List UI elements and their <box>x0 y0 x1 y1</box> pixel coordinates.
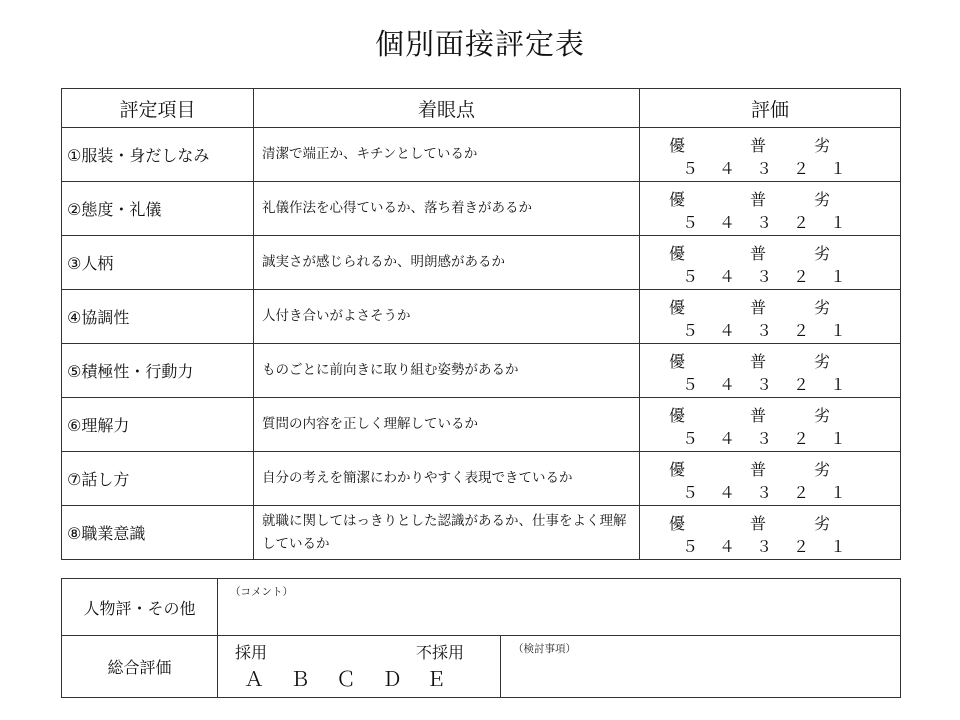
table-header-row <box>62 89 901 128</box>
rating-option[interactable]: １ <box>830 159 847 178</box>
rating-label-poor: 劣 <box>814 190 831 209</box>
grade-e[interactable]: Ｅ <box>426 667 446 691</box>
rating-option[interactable]: ４ <box>719 321 736 340</box>
rating-label-good: 優 <box>669 406 686 425</box>
rating-option[interactable]: ４ <box>719 429 736 448</box>
rating-option[interactable]: ５ <box>682 159 699 178</box>
rating-option[interactable]: ５ <box>682 375 699 394</box>
rating-option[interactable]: １ <box>830 267 847 286</box>
evaluation-point: ものごとに前向きに取り組む姿勢があるか <box>254 344 640 398</box>
evaluation-item: ⑤積極性・行動力 <box>62 344 254 398</box>
comment-hint: （コメント） <box>230 586 293 598</box>
rating-option[interactable]: ５ <box>682 267 699 286</box>
rating-option[interactable]: ２ <box>793 159 810 178</box>
rating-option[interactable]: ４ <box>719 375 736 394</box>
review-notes-field[interactable] <box>501 636 901 698</box>
rating-scale[interactable] <box>640 290 901 344</box>
rating-option[interactable]: ５ <box>682 213 699 232</box>
rating-scale[interactable] <box>640 398 901 452</box>
rating-option[interactable]: ３ <box>756 213 773 232</box>
rating-label-normal: 普 <box>750 460 767 479</box>
rating-label-poor: 劣 <box>814 460 831 479</box>
rating-label-poor: 劣 <box>814 136 831 155</box>
review-hint: （検討事項） <box>513 643 576 655</box>
header-item: 評定項目 <box>62 89 254 128</box>
table-row <box>62 182 901 236</box>
evaluation-point: 礼儀作法を心得ているか、落ち着きがあるか <box>254 182 640 236</box>
rating-label-good: 優 <box>669 460 686 479</box>
person-evaluation-label: 人物評・その他 <box>62 579 218 636</box>
rating-option[interactable]: １ <box>830 537 847 556</box>
table-row <box>62 506 901 560</box>
rating-option[interactable]: ２ <box>793 321 810 340</box>
rating-label-normal: 普 <box>750 136 767 155</box>
evaluation-item: ①服装・身だしなみ <box>62 128 254 182</box>
rating-option[interactable]: ４ <box>719 537 736 556</box>
rating-option[interactable]: ２ <box>793 537 810 556</box>
rating-label-normal: 普 <box>750 406 767 425</box>
evaluation-table <box>61 88 901 560</box>
overall-evaluation-label: 総合評価 <box>62 636 218 698</box>
evaluation-point: 人付き合いがよさそうか <box>254 290 640 344</box>
rating-scale[interactable] <box>640 452 901 506</box>
rating-option[interactable]: ４ <box>719 267 736 286</box>
rating-label-good: 優 <box>669 190 686 209</box>
table-row <box>62 128 901 182</box>
evaluation-point: 誠実さが感じられるか、明朗感があるか <box>254 236 640 290</box>
evaluation-item: ⑦話し方 <box>62 452 254 506</box>
rating-option[interactable]: １ <box>830 375 847 394</box>
rating-label-normal: 普 <box>750 352 767 371</box>
rating-option[interactable]: ５ <box>682 483 699 502</box>
evaluation-item: ④協調性 <box>62 290 254 344</box>
rating-scale[interactable] <box>640 236 901 290</box>
rating-option[interactable]: ３ <box>756 267 773 286</box>
rating-label-normal: 普 <box>750 514 767 533</box>
rating-label-poor: 劣 <box>814 298 831 317</box>
adopt-label: 採用 <box>235 643 268 662</box>
table-row <box>62 290 901 344</box>
rating-label-poor: 劣 <box>814 352 831 371</box>
evaluation-point: 自分の考えを簡潔にわかりやすく表現できているか <box>254 452 640 506</box>
rating-option[interactable]: １ <box>830 213 847 232</box>
rating-option[interactable]: ３ <box>756 537 773 556</box>
rating-option[interactable]: ４ <box>719 213 736 232</box>
rating-scale[interactable] <box>640 128 901 182</box>
rating-option[interactable]: ４ <box>719 159 736 178</box>
comment-field[interactable] <box>218 579 901 636</box>
rating-label-normal: 普 <box>750 298 767 317</box>
rating-label-good: 優 <box>669 514 686 533</box>
reject-label: 不採用 <box>416 643 465 662</box>
rating-scale[interactable] <box>640 344 901 398</box>
rating-scale[interactable] <box>640 506 901 560</box>
rating-option[interactable]: ３ <box>756 375 773 394</box>
rating-option[interactable]: ２ <box>793 267 810 286</box>
rating-label-normal: 普 <box>750 244 767 263</box>
rating-label-good: 優 <box>669 298 686 317</box>
header-point: 着眼点 <box>254 89 640 128</box>
rating-option[interactable]: ２ <box>793 213 810 232</box>
rating-scale[interactable] <box>640 182 901 236</box>
rating-label-good: 優 <box>669 136 686 155</box>
adoption-grade-field[interactable] <box>218 636 501 698</box>
rating-label-poor: 劣 <box>814 514 831 533</box>
grade-c[interactable]: Ｃ <box>336 667 356 691</box>
rating-option[interactable]: １ <box>830 429 847 448</box>
rating-label-good: 優 <box>669 244 686 263</box>
evaluation-item: ②態度・礼儀 <box>62 182 254 236</box>
evaluation-item: ③人柄 <box>62 236 254 290</box>
table-row <box>62 344 901 398</box>
rating-label-poor: 劣 <box>814 406 831 425</box>
rating-label-good: 優 <box>669 352 686 371</box>
rating-label-normal: 普 <box>750 190 767 209</box>
grade-a[interactable]: Ａ <box>244 667 264 691</box>
evaluation-item: ⑥理解力 <box>62 398 254 452</box>
rating-option[interactable]: ２ <box>793 483 810 502</box>
table-row <box>62 452 901 506</box>
rating-option[interactable]: ２ <box>793 429 810 448</box>
rating-label-poor: 劣 <box>814 244 831 263</box>
evaluation-point: 質問の内容を正しく理解しているか <box>254 398 640 452</box>
rating-option[interactable]: ４ <box>719 483 736 502</box>
rating-option[interactable]: ３ <box>756 159 773 178</box>
rating-option[interactable]: ２ <box>793 375 810 394</box>
evaluation-point: 清潔で端正か、キチンとしているか <box>254 128 640 182</box>
rating-option[interactable]: ５ <box>682 537 699 556</box>
rating-option[interactable]: ５ <box>682 429 699 448</box>
evaluation-point: 就職に関してはっきりとした認識があるか、仕事をよく理解しているか <box>254 506 640 560</box>
grade-d[interactable]: Ｄ <box>382 667 402 691</box>
table-row <box>62 236 901 290</box>
rating-option[interactable]: ３ <box>756 429 773 448</box>
summary-table <box>61 578 901 698</box>
evaluation-item: ⑧職業意識 <box>62 506 254 560</box>
rating-option[interactable]: １ <box>830 321 847 340</box>
rating-option[interactable]: ３ <box>756 483 773 502</box>
page-title: 個別面接評定表 <box>374 27 585 61</box>
rating-option[interactable]: ５ <box>682 321 699 340</box>
rating-option[interactable]: １ <box>830 483 847 502</box>
header-rating: 評価 <box>640 89 901 128</box>
rating-option[interactable]: ３ <box>756 321 773 340</box>
grade-b[interactable]: Ｂ <box>290 667 310 691</box>
table-row <box>62 398 901 452</box>
